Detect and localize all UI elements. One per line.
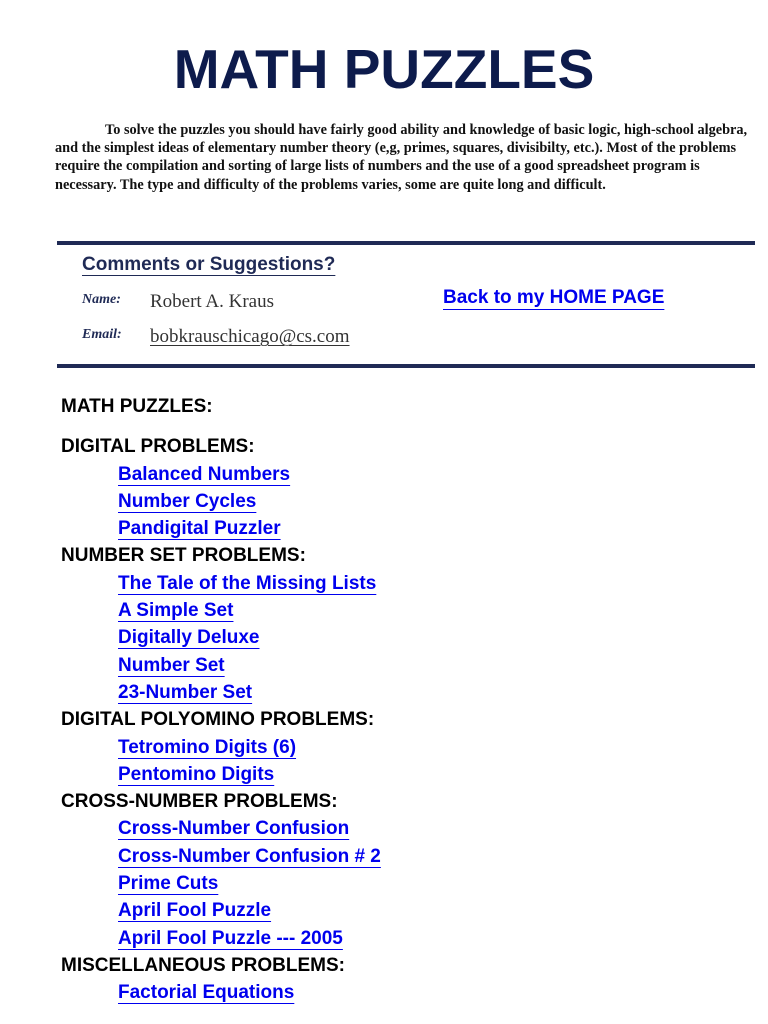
list-title: MATH PUZZLES: <box>61 396 213 417</box>
home-page-link[interactable]: Back to my HOME PAGE <box>443 287 665 308</box>
section-heading-cross-number: CROSS-NUMBER PROBLEMS: <box>61 791 338 813</box>
section-heading-digital: DIGITAL PROBLEMS: <box>61 436 255 458</box>
page-title: MATH PUZZLES <box>173 38 595 100</box>
top-divider <box>57 241 755 245</box>
puzzle-link-april-fool[interactable]: April Fool Puzzle <box>118 900 272 922</box>
puzzle-link-pentomino-digits[interactable]: Pentomino Digits <box>118 763 275 785</box>
puzzle-link-pandigital-puzzler[interactable]: Pandigital Puzzler <box>118 518 281 540</box>
puzzle-link-number-cycles[interactable]: Number Cycles <box>118 490 257 512</box>
puzzle-link-tetromino-digits[interactable]: Tetromino Digits (6) <box>118 736 297 758</box>
puzzle-link-23-number-set[interactable]: 23-Number Set <box>118 681 253 703</box>
name-value: Robert A. Kraus <box>150 291 275 312</box>
puzzle-link-april-fool-2005[interactable]: April Fool Puzzle --- 2005 <box>118 927 343 949</box>
email-label: Email: <box>82 327 122 342</box>
puzzle-link-cross-number-confusion-2[interactable]: Cross-Number Confusion # 2 <box>118 845 381 867</box>
puzzle-link-digitally-deluxe[interactable]: Digitally Deluxe <box>118 627 260 649</box>
comments-link[interactable]: Comments or Suggestions? <box>82 254 336 275</box>
section-heading-number-set: NUMBER SET PROBLEMS: <box>61 545 306 567</box>
puzzle-link-number-set[interactable]: Number Set <box>118 654 225 676</box>
puzzle-link-simple-set[interactable]: A Simple Set <box>118 600 234 622</box>
name-label: Name: <box>82 292 121 307</box>
bottom-divider <box>57 364 755 368</box>
section-heading-polyomino: DIGITAL POLYOMINO PROBLEMS: <box>61 709 375 731</box>
puzzle-link-cross-number-confusion[interactable]: Cross-Number Confusion <box>118 818 350 840</box>
puzzle-link-balanced-numbers[interactable]: Balanced Numbers <box>118 463 291 485</box>
section-heading-misc: MISCELLANEOUS PROBLEMS: <box>61 954 345 976</box>
intro-paragraph: To solve the puzzles you should have fairly good ability and knowledge of basic logic, high-school algebra, and the simplest ideas of elementary number theory (e,g, primes, squares, divisibilty, etc.). Most of the problems require the compilation and sorting of large lists of numbers and the use of a good spreadsheet program is necessary. The type and difficulty of the problems varies, some are quite long and difficult. <box>55 122 748 193</box>
puzzle-list <box>61 393 751 1007</box>
puzzle-link-missing-lists[interactable]: The Tale of the Missing Lists <box>118 572 377 594</box>
email-link[interactable]: bobkrauschicago@cs.com <box>150 326 350 347</box>
puzzle-link-factorial-equations[interactable]: Factorial Equations <box>118 982 295 1004</box>
puzzle-link-prime-cuts[interactable]: Prime Cuts <box>118 873 219 895</box>
